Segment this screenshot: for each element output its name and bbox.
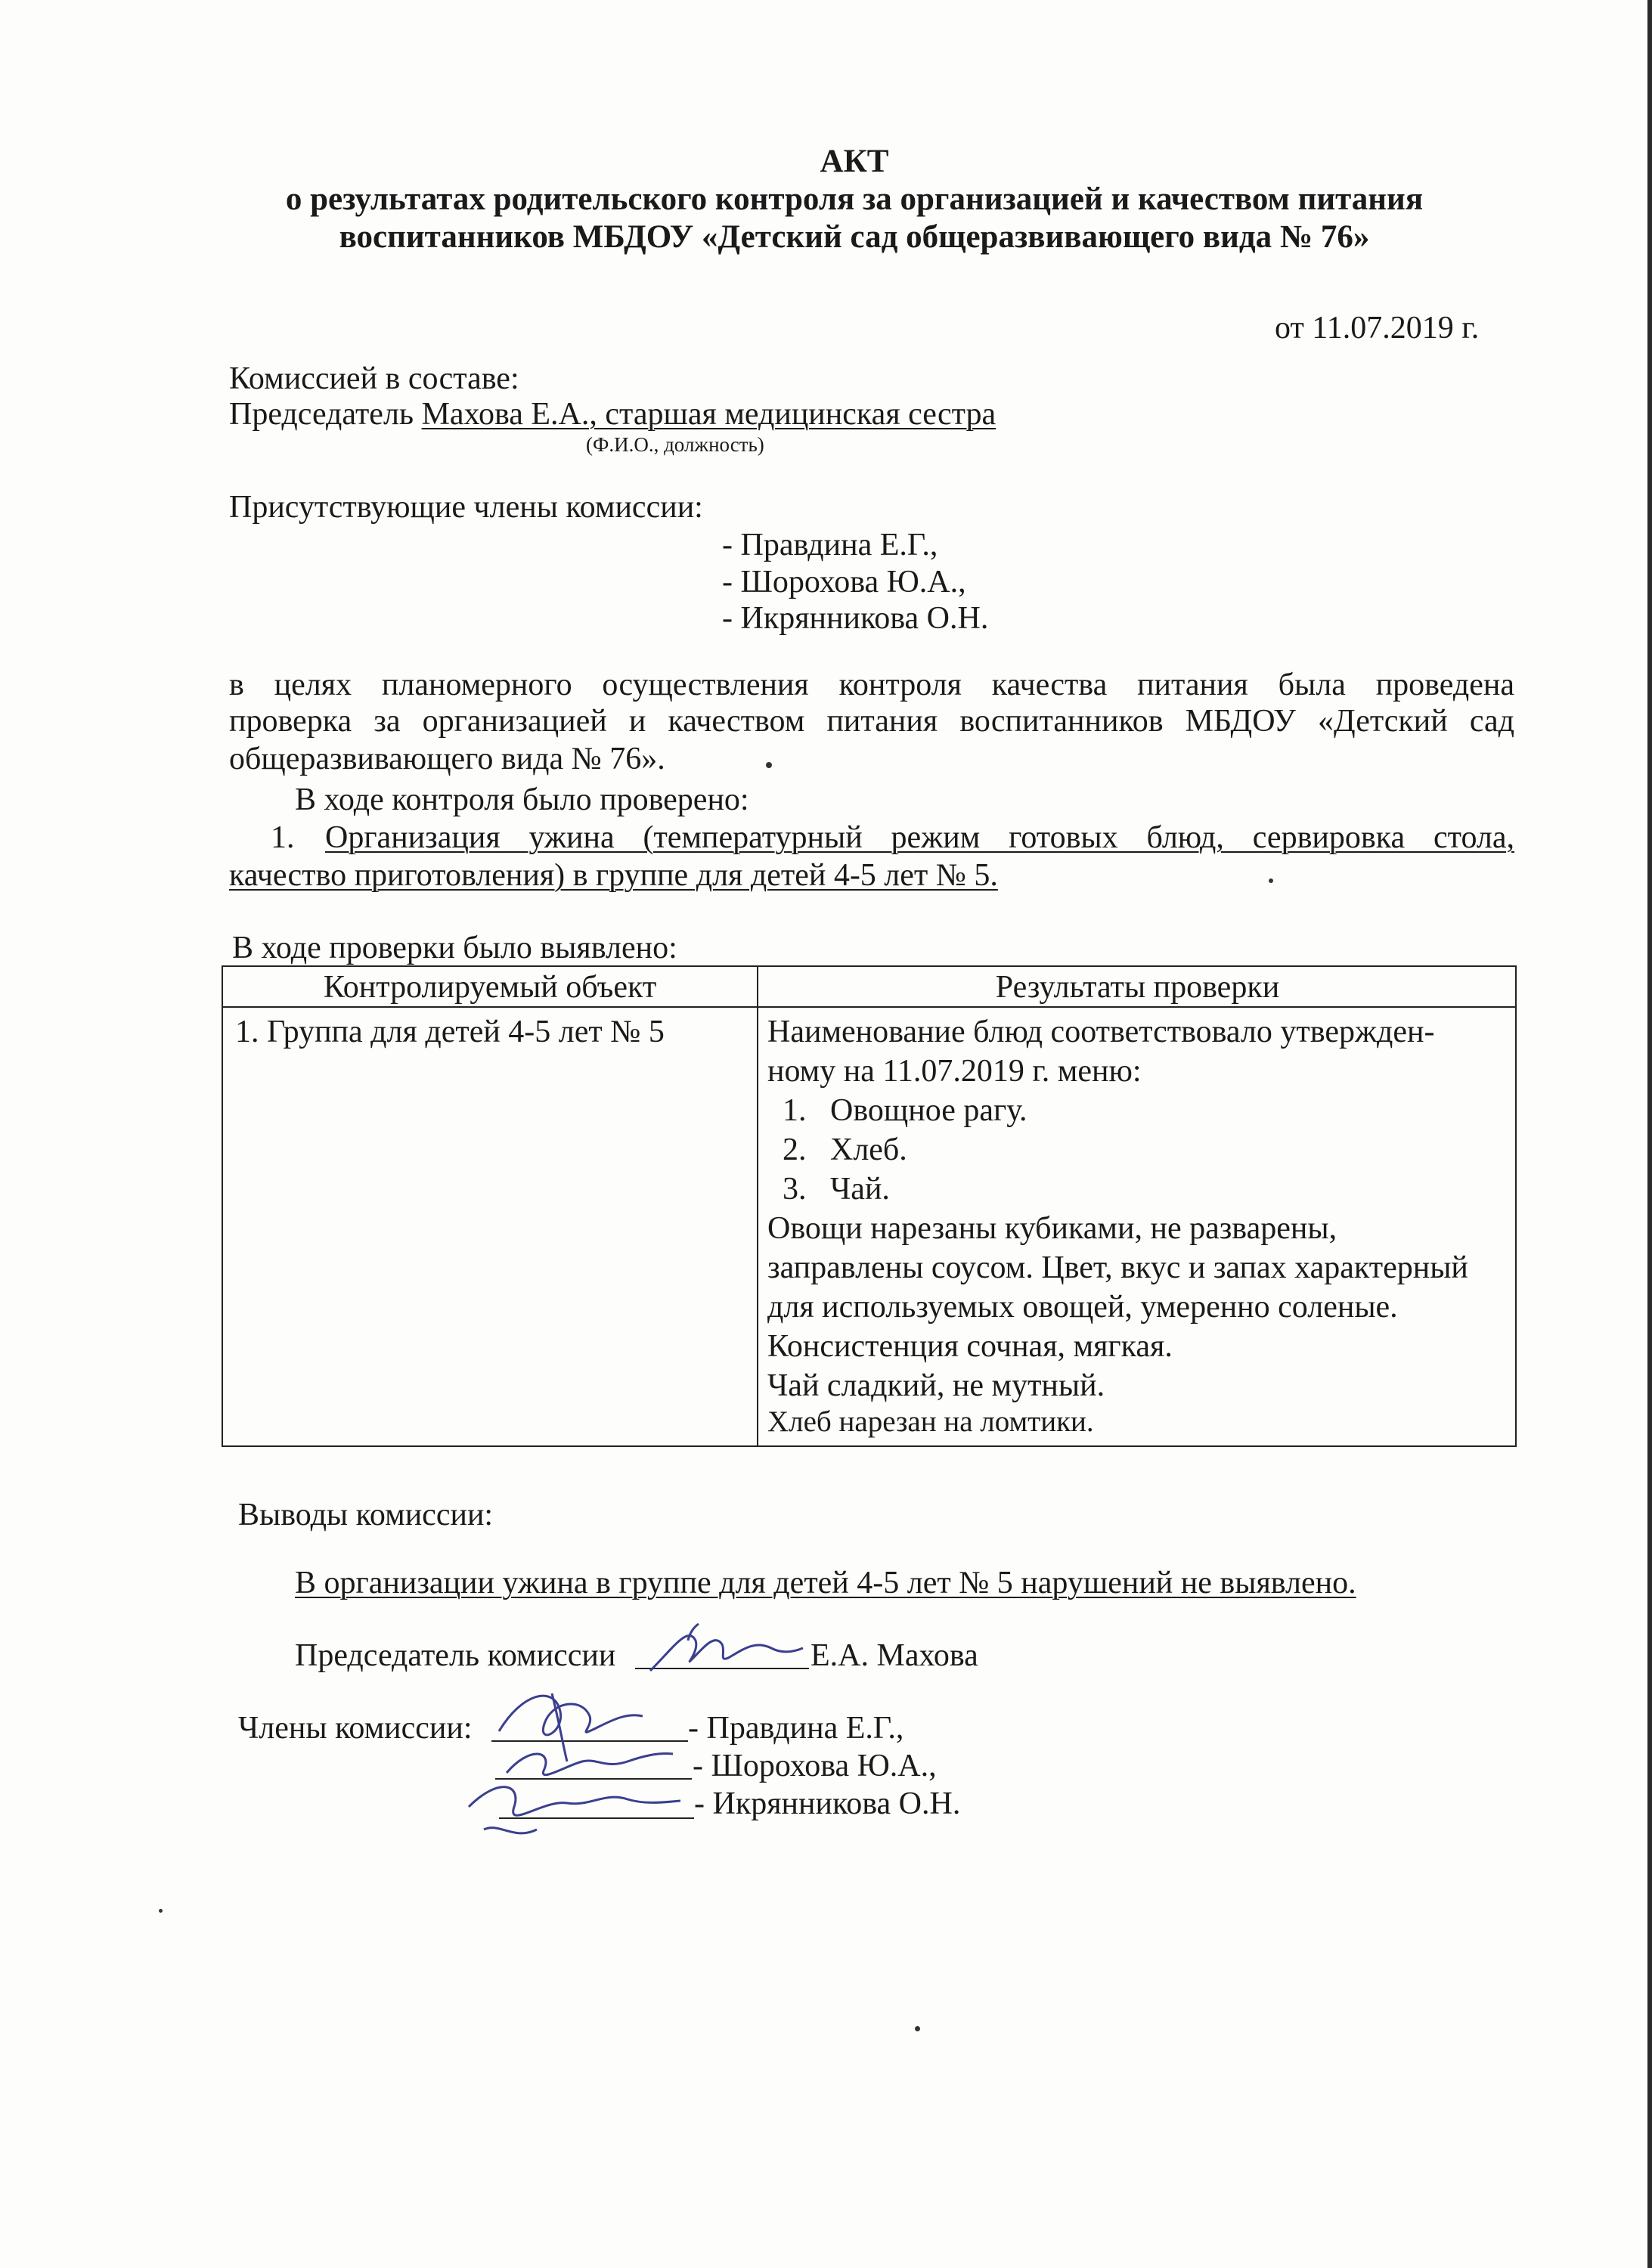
document-subtitle-line2: воспитанников МБДОУ «Детский сад общеразвивающего вида № 76» bbox=[339, 219, 1370, 255]
result-line1: Наименование блюд соответствовало утвержден- bbox=[767, 1015, 1435, 1049]
members-signature-image bbox=[454, 1678, 696, 1852]
document-subtitle-line1: о результатах родительского контроля за организацией и качеством питания bbox=[285, 181, 1424, 217]
chair-value: Махова Е.А., старшая медицинская сестра bbox=[421, 397, 996, 432]
menu-item-2: 2. Хлеб. bbox=[783, 1132, 907, 1167]
table-column-divider bbox=[757, 967, 758, 1445]
checked-item-number: 1. bbox=[271, 820, 295, 855]
purpose-line1: в целях планомерного осуществления контроля качества питания была проведена bbox=[229, 668, 1514, 702]
result-desc-4: Консистенция сочная, мягкая. bbox=[767, 1329, 1173, 1364]
table-header-divider bbox=[223, 1006, 1515, 1008]
document-date: от 11.07.2019 г. bbox=[1275, 311, 1480, 345]
col-header-object: Контролируемый объект bbox=[323, 970, 657, 1005]
results-table bbox=[222, 965, 1517, 1447]
member-sign-name-2: - Шорохова Ю.А., bbox=[693, 1749, 937, 1783]
scan-speck bbox=[766, 762, 772, 768]
found-label: В ходе проверки было выявлено: bbox=[232, 931, 677, 965]
checked-item-line2: качество приготовления) в группе для детей 4-5 лет № 5. bbox=[229, 858, 998, 893]
purpose-line2: проверка за организацией и качеством питания воспитанников МБДОУ «Детский сад bbox=[229, 704, 1514, 739]
chair-line bbox=[229, 396, 996, 432]
commission-intro: Комиссией в составе: bbox=[229, 361, 519, 396]
menu-item-1: 1. Овощное рагу. bbox=[783, 1093, 1027, 1128]
menu-item-3: 3. Чай. bbox=[783, 1172, 890, 1207]
conclusions-label: Выводы комиссии: bbox=[238, 1498, 494, 1532]
member-3: - Икрянникова О.Н. bbox=[722, 601, 989, 636]
scan-edge bbox=[1647, 0, 1652, 2268]
checked-label: В ходе контроля было проверено: bbox=[295, 782, 749, 817]
result-desc-1: Овощи нарезаны кубиками, не разварены, bbox=[767, 1211, 1337, 1246]
member-sign-name-3: - Икрянникова О.Н. bbox=[694, 1786, 961, 1821]
scan-speck bbox=[159, 1909, 163, 1913]
chair-sign-label: Председатель комиссии bbox=[295, 1638, 616, 1673]
checked-item-line1: Организация ужина (температурный режим готовых блюд, сервировка стола, bbox=[325, 820, 1514, 855]
chair-hint: (Ф.И.О., должность) bbox=[586, 433, 764, 456]
scan-speck bbox=[915, 2026, 920, 2031]
result-desc-6: Хлеб нарезан на ломтики. bbox=[767, 1405, 1094, 1438]
members-sign-label: Члены комиссии: bbox=[238, 1711, 473, 1746]
chair-label: Председатель bbox=[229, 397, 414, 432]
document-title: АКТ bbox=[820, 144, 889, 179]
result-desc-2: заправлены соусом. Цвет, вкус и запах характерный bbox=[767, 1250, 1468, 1285]
row-object: 1. Группа для детей 4-5 лет № 5 bbox=[235, 1015, 665, 1049]
member-1: - Правдина Е.Г., bbox=[722, 528, 938, 562]
chair-signature-image bbox=[643, 1618, 809, 1678]
conclusions-text: В организации ужина в группе для детей 4-5 лет № 5 нарушений не выявлено. bbox=[295, 1566, 1356, 1600]
members-label: Присутствующие члены комиссии: bbox=[229, 490, 703, 525]
member-sign-name-1: - Правдина Е.Г., bbox=[688, 1711, 904, 1746]
result-desc-3: для используемых овощей, умеренно соленые. bbox=[767, 1290, 1398, 1325]
result-desc-5: Чай сладкий, не мутный. bbox=[767, 1368, 1105, 1403]
scan-speck bbox=[1269, 878, 1273, 883]
purpose-line3: общеразвивающего вида № 76». bbox=[229, 742, 665, 776]
member-2: - Шорохова Ю.А., bbox=[722, 565, 966, 600]
col-header-results: Результаты проверки bbox=[995, 970, 1280, 1005]
result-line2: ному на 11.07.2019 г. меню: bbox=[767, 1054, 1142, 1089]
chair-sign-name: Е.А. Махова bbox=[811, 1638, 978, 1673]
